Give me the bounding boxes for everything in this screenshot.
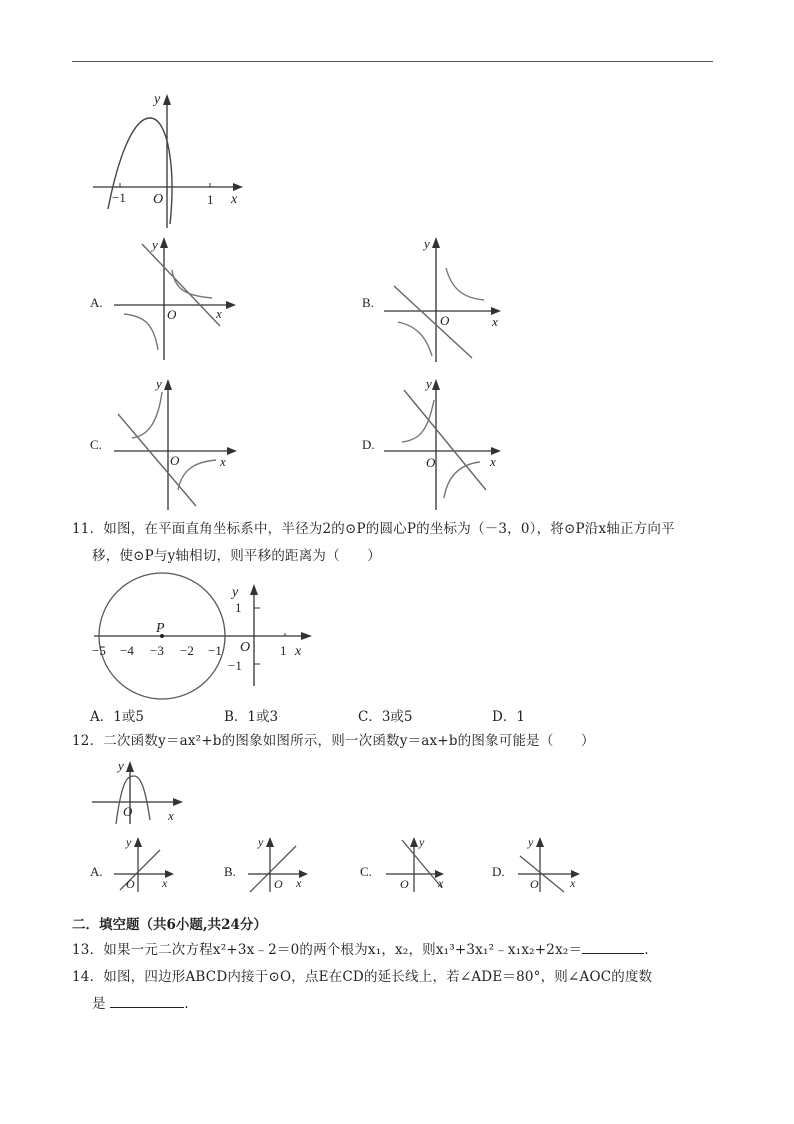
origin-label: O: [274, 877, 283, 891]
section-2-heading: 二．填空题（共6小题,共24分）: [72, 917, 267, 933]
axis-y-label: y: [528, 835, 534, 849]
q11-option-a[interactable]: A．1或5: [90, 709, 144, 725]
q12-parabola-figure: [90, 758, 190, 826]
tick-neg1: −1: [208, 643, 222, 658]
q12-option-d-graph[interactable]: [516, 834, 586, 894]
axis-x-label: x: [296, 876, 302, 890]
q12-option-b-graph[interactable]: [246, 834, 312, 894]
axis-x-label: x: [438, 876, 444, 890]
q14-text-line1: 14．如图，四边形ABCD内接于⊙O，点E在CD的延长线上，若∠ADE＝80°，则∠AOC的度数: [72, 969, 653, 985]
origin-label: O: [426, 455, 436, 470]
tick-pos1: 1: [280, 643, 287, 658]
tick-neg2: −2: [180, 643, 194, 658]
q10-option-c-label[interactable]: C.: [90, 437, 102, 452]
axis-y-label: y: [419, 835, 425, 849]
axis-y-label: y: [152, 237, 158, 252]
header-rule: [72, 61, 713, 62]
axis-y-label: y: [232, 585, 239, 600]
q10-option-a-graph[interactable]: [112, 234, 237, 362]
q10-option-b-label[interactable]: B.: [362, 295, 374, 310]
axis-y-label: y: [258, 835, 264, 849]
q12-option-a-label[interactable]: A.: [90, 864, 103, 879]
origin-label: O: [126, 877, 135, 891]
tick-neg3: −3: [150, 643, 164, 658]
q12-option-b-label[interactable]: B.: [224, 864, 236, 879]
origin-label: O: [123, 804, 133, 819]
tick-neg5: −5: [92, 643, 106, 658]
origin-label: O: [400, 877, 409, 891]
axis-y-label: y: [426, 376, 432, 391]
q10-option-d-label[interactable]: D.: [362, 437, 375, 452]
q13-answer-blank[interactable]: [582, 941, 644, 954]
axis-y-label: y: [156, 376, 162, 391]
q10-option-a-label[interactable]: A.: [90, 295, 103, 310]
tick-y-neg1: −1: [228, 658, 242, 673]
origin-label: O: [530, 877, 539, 891]
q14-answer-blank[interactable]: [110, 995, 184, 1008]
q14-line2-prefix: 是: [92, 996, 106, 1012]
q11-option-d[interactable]: D．1: [492, 709, 525, 725]
axis-x-label: x: [168, 808, 174, 823]
origin-label: O: [440, 313, 450, 328]
q10-main-graph: [88, 88, 258, 238]
origin-label: O: [167, 307, 177, 322]
axis-y-label: y: [154, 92, 161, 107]
axis-x-label: x: [295, 644, 302, 659]
q13-end: .: [644, 942, 649, 958]
q12-option-d-label[interactable]: D.: [492, 864, 505, 879]
q13-question: 13．如果一元二次方程x²+3x﹣2＝0的两个根为x₁，x₂，则x₁³+3x₁²﹣x₁x₂+2x₂＝: [72, 942, 583, 958]
tick-y-1: 1: [235, 600, 242, 615]
origin-label: O: [240, 640, 251, 655]
q10-option-c-graph[interactable]: [112, 374, 240, 512]
origin-label: O: [170, 453, 180, 468]
q11-text-line2: 移，使⊙P与y轴相切，则平移的距离为（ ）: [92, 548, 381, 564]
tick-pos1: 1: [207, 192, 214, 207]
q11-text-line1: 11．如图，在平面直角坐标系中，半径为2的⊙P的圆心P的坐标为（－3，0），将⊙P沿x轴正方向平: [72, 521, 675, 537]
tick-neg4: −4: [120, 643, 134, 658]
q13-text: [72, 940, 649, 960]
axis-x-label: x: [492, 314, 498, 329]
q14-end: .: [184, 996, 189, 1012]
axis-x-label: x: [231, 192, 238, 207]
q10-option-b-graph[interactable]: [382, 232, 507, 364]
axis-y-label: y: [118, 758, 124, 773]
q11-option-b[interactable]: B．1或3: [224, 709, 279, 725]
q12-option-c-graph[interactable]: [384, 834, 450, 894]
axis-x-label: x: [220, 454, 226, 469]
axis-y-label: y: [424, 236, 430, 251]
axis-x-label: x: [570, 876, 576, 890]
origin-label: O: [153, 192, 164, 207]
axis-y-label: y: [126, 835, 132, 849]
q12-option-a-graph[interactable]: [112, 834, 178, 894]
q12-text: 12．二次函数y＝ax²+b的图象如图所示，则一次函数y＝ax+b的图象可能是（ ）: [72, 733, 595, 749]
q14-text-line2: [92, 994, 189, 1014]
axis-x-label: x: [216, 306, 222, 321]
axis-x-label: x: [490, 454, 496, 469]
q12-option-c-label[interactable]: C.: [360, 864, 372, 879]
q10-option-d-graph[interactable]: [382, 374, 507, 512]
q11-circle-figure: [90, 578, 320, 690]
tick-neg1: −1: [112, 190, 126, 205]
center-p-label: P: [156, 621, 165, 636]
axis-x-label: x: [162, 876, 168, 890]
q11-option-c[interactable]: C．3或5: [358, 709, 413, 725]
